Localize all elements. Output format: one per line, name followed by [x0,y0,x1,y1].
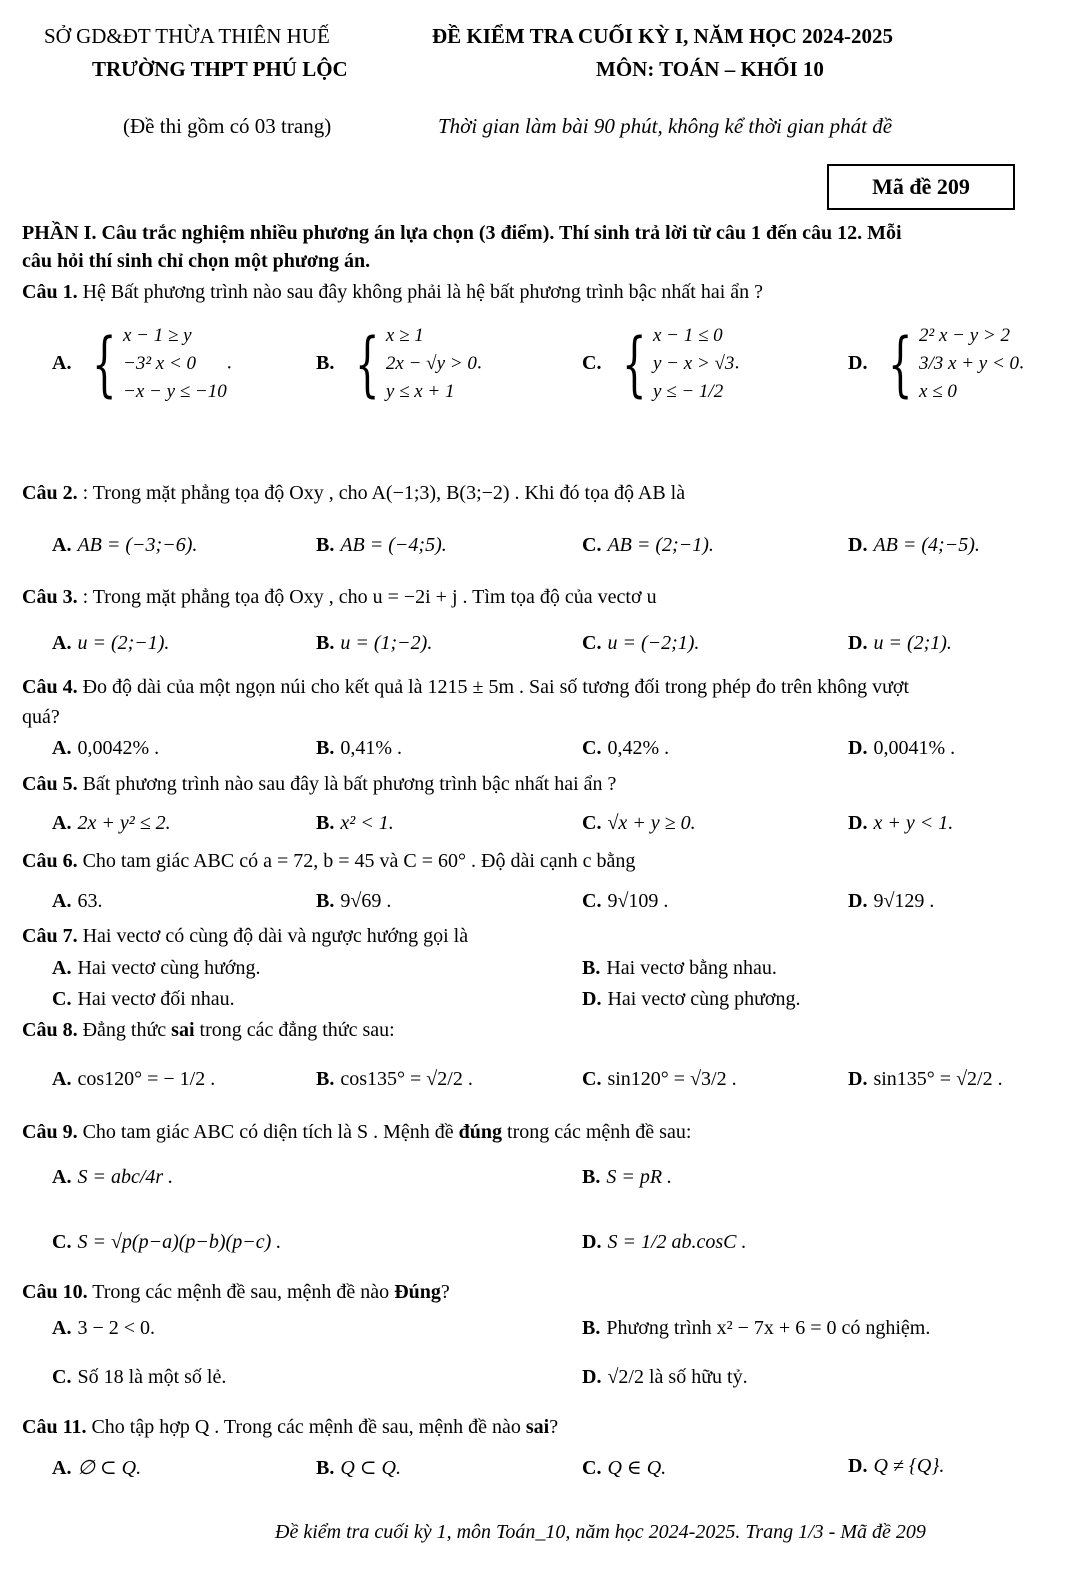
q4-option-c[interactable] [582,737,669,760]
exam-code-box: Mã đề 209 [827,164,1015,210]
system-line: −x − y ≤ −10 [123,381,227,402]
q10-option-a[interactable] [52,1317,155,1340]
option-text: x + y < 1. [873,812,954,834]
system-line: x − 1 ≥ y [123,325,192,346]
option-label: D. [848,737,868,759]
question-label: Câu 3. [22,586,78,608]
option-label: D. [848,1455,868,1477]
option-label: C. [582,1457,602,1479]
option-text: AB = (2;−1). [607,534,714,556]
option-label: B. [582,957,601,979]
option-text: AB = (−3;−6). [77,534,198,556]
option-label: D. [848,890,868,912]
q7-option-c[interactable] [52,988,235,1011]
question-label: Câu 8. [22,1019,78,1041]
option-text: 9√109 . [607,890,669,912]
question-emphasis: sai [171,1019,195,1041]
question-label: Câu 6. [22,850,78,872]
option-label: D. [582,1231,602,1253]
question-text: Cho tập hợp Q . Trong các mệnh đề sau, mệnh đề nào [91,1416,521,1438]
q6-option-a[interactable] [52,890,102,913]
q5-option-a[interactable] [52,812,171,835]
q5-option-c[interactable] [582,812,696,835]
q2-option-b[interactable] [316,534,447,557]
option-text: ∅ ⊂ Q. [77,1457,142,1479]
option-text: S = abc/4r . [77,1166,174,1188]
option-text: Q ≠ {Q}. [873,1455,945,1477]
part1-heading: PHẦN I. Câu trắc nghiệm nhiều phương án lựa chọn (3 điểm). Thí sinh trả lời từ câu 1 đến câu 12. Mỗi [22,222,902,244]
question-text: : Trong mặt phẳng tọa độ Oxy , cho u = −2i + j . Tìm tọa độ của vectơ u [82,586,657,608]
option-label: C. [582,737,602,759]
option-label: C. [582,534,602,556]
option-label: D. [848,351,868,374]
question-text: Hệ Bất phương trình nào sau đây không phải là hệ bất phương trình bậc nhất hai ẩn ? [82,281,764,303]
option-label: D. [582,1366,602,1388]
question-label: Câu 5. [22,773,78,795]
question-text: trong các đẳng thức sau: [199,1019,395,1041]
q2-option-c[interactable] [582,534,714,557]
pages-note: (Đề thi gồm có 03 trang) [123,114,332,138]
option-label: C. [52,988,72,1010]
option-text: S = 1/2 ab.cosC . [607,1231,747,1253]
q1-option-b[interactable]: B. { x ≥ 1 2x − √y > 0 y ≤ x + 1 . [316,323,482,405]
option-label: B. [582,1317,601,1339]
question-11 [22,1416,558,1439]
option-text: u = (−2;1). [607,632,700,654]
time-note: Thời gian làm bài 90 phút, không kể thời gian phát đề [438,114,893,138]
question-label: Câu 10. [22,1281,88,1303]
q8-option-a[interactable] [52,1068,215,1091]
question-emphasis: đúng [458,1121,503,1143]
q10-option-d[interactable] [582,1366,748,1389]
option-label: A. [52,1317,72,1339]
question-text: Cho tam giác ABC có a = 72, b = 45 và C = 60° . Độ dài cạnh c bằng [82,850,636,872]
option-text: 0,0041% . [873,737,956,759]
option-text: Q ∈ Q. [607,1457,667,1479]
option-text: cos120° = − 1/2 . [77,1068,216,1090]
question-text: Trong các mệnh đề sau, mệnh đề nào [92,1281,390,1303]
q2-option-a[interactable] [52,534,197,557]
option-label: B. [316,632,335,654]
question-text: ? [549,1416,559,1438]
option-label: B. [316,351,335,374]
system-line: y ≤ − 1/2 [653,381,724,402]
option-label: A. [52,1166,72,1188]
option-label: A. [52,812,72,834]
option-label: A. [52,351,72,374]
q4-option-a[interactable] [52,737,159,760]
option-label: C. [582,812,602,834]
option-label: D. [582,988,602,1010]
q7-option-d[interactable] [582,988,801,1011]
option-label: C. [582,1068,602,1090]
question-label: Câu 9. [22,1121,78,1143]
q6-option-c[interactable] [582,890,668,913]
option-label: D. [848,1068,868,1090]
option-text: 0,0042% . [77,737,160,759]
option-text: √x + y ≥ 0. [607,812,696,834]
option-label: C. [582,632,602,654]
option-text: cos135° = √2/2 . [340,1068,473,1090]
q7-option-b[interactable] [582,957,777,980]
system-line: x − 1 ≤ 0 [653,325,723,346]
option-text: AB = (−4;5). [340,534,447,556]
question-text: Đẳng thức [82,1019,167,1041]
option-text: AB = (4;−5). [873,534,980,556]
q8-option-c[interactable] [582,1068,737,1091]
option-text: 2x + y² ≤ 2. [77,812,171,834]
option-label: A. [52,957,72,979]
option-text: Q ⊂ Q. [340,1457,401,1479]
page-footer: Đề kiểm tra cuối kỳ 1, môn Toán_10, năm học 2024-2025. Trang 1/3 - Mã đề 209 [275,1521,926,1543]
option-label: B. [316,1068,335,1090]
option-label: B. [316,1457,335,1479]
q7-option-a[interactable] [52,957,261,980]
option-label: A. [52,890,72,912]
option-label: A. [52,632,72,654]
option-text: S = pR . [606,1166,673,1188]
q9-option-a[interactable] [52,1166,173,1189]
option-text: S = √p(p−a)(p−b)(p−c) . [77,1231,282,1253]
question-text: Đo độ dài của một ngọn núi cho kết quả là 1215 ± 5m . Sai số tương đối trong phép đo trên không vượt [82,676,910,698]
q5-option-b[interactable] [316,812,394,835]
school-name: TRƯỜNG THPT PHÚ LỘC [92,57,348,81]
q1-option-c[interactable]: C. { x − 1 ≤ 0 y − x > √3 y ≤ − 1/2 . [582,323,740,405]
option-text: 63. [77,890,103,912]
q11-option-d[interactable] [848,1455,944,1478]
option-text: Hai vectơ bằng nhau. [606,957,777,979]
option-text: Số 18 là một số lẻ. [77,1366,227,1388]
question-label: Câu 4. [22,676,78,698]
option-text: u = (2;−1). [77,632,170,654]
q11-option-b[interactable] [316,1455,401,1480]
q3-option-a[interactable] [52,632,169,655]
option-text: sin120° = √3/2 . [607,1068,737,1090]
option-label: A. [52,1068,72,1090]
question-4 [22,676,909,699]
question-text: trong các mệnh đề sau: [507,1121,692,1143]
option-text: Phương trình x² − 7x + 6 = 0 có nghiệm. [606,1317,931,1339]
option-text: Hai vectơ đối nhau. [77,988,235,1010]
system-line: y − x > √3 [653,353,735,374]
question-label: Câu 2. [22,482,78,504]
q4-option-b[interactable] [316,737,402,760]
question-8 [22,1019,395,1042]
option-text: 0,42% . [607,737,670,759]
q10-option-c[interactable] [52,1366,226,1389]
question-3 [22,586,657,609]
exam-title: ĐỀ KIỂM TRA CUỐI KỲ I, NĂM HỌC 2024-2025 [432,24,894,48]
option-text: u = (1;−2). [340,632,433,654]
question-10 [22,1281,450,1304]
q3-option-b[interactable] [316,632,432,655]
option-text: sin135° = √2/2 . [873,1068,1003,1090]
option-label: B. [316,812,335,834]
q10-option-b[interactable] [582,1317,930,1340]
q8-option-b[interactable] [316,1068,473,1091]
system-line: y ≤ x + 1 [385,381,455,402]
question-5 [22,773,616,796]
question-4-cont: quá? [22,706,60,728]
q2-option-d[interactable] [848,534,980,557]
option-label: C. [582,890,602,912]
q1-option-a[interactable]: A. { x − 1 ≥ y −3² x < 0 −x − y ≤ −10 . [52,323,232,405]
option-text: 0,41% . [340,737,403,759]
q8-option-d[interactable] [848,1068,1003,1091]
question-text: Bất phương trình nào sau đây là bất phương trình bậc nhất hai ẩn ? [82,773,617,795]
q9-option-b[interactable] [582,1166,672,1189]
option-label: A. [52,737,72,759]
q3-option-c[interactable] [582,632,699,655]
question-text: Cho tam giác ABC có diện tích là S . Mệnh đề [82,1121,454,1143]
q4-option-d[interactable] [848,737,955,760]
question-text: Hai vectơ có cùng độ dài và ngược hướng gọi là [82,925,469,947]
option-label: C. [582,351,602,374]
option-label: A. [52,1457,72,1479]
option-text: Hai vectơ cùng phương. [607,988,801,1010]
part1-heading-cont: câu hỏi thí sinh chỉ chọn một phương án. [22,250,371,272]
option-text: √2/2 là số hữu tỷ. [607,1366,748,1388]
q3-option-d[interactable] [848,632,952,655]
system-line: x ≤ 0 [919,381,957,402]
question-6 [22,850,635,873]
option-text: x² < 1. [340,812,394,834]
question-9 [22,1121,691,1144]
option-text: 9√129 . [873,890,935,912]
option-label: B. [316,737,335,759]
option-label: D. [848,632,868,654]
option-label: A. [52,534,72,556]
option-label: B. [316,890,335,912]
q6-option-b[interactable] [316,890,391,913]
question-7 [22,925,468,948]
question-2 [22,482,685,505]
q11-option-c[interactable] [582,1455,666,1480]
option-label: D. [848,534,868,556]
department-name: SỞ GD&ĐT THỪA THIÊN HUẾ [44,24,330,48]
system-line: x ≥ 1 [385,325,424,346]
q6-option-d[interactable] [848,890,934,913]
question-1 [22,281,763,304]
q9-option-c[interactable] [52,1231,281,1254]
question-emphasis: sai [525,1416,550,1438]
system-line: 2² x − y > 2 [919,325,1010,346]
question-label: Câu 1. [22,281,78,303]
system-line: −3² x < 0 [123,353,197,374]
option-text: 3 − 2 < 0. [77,1317,156,1339]
question-label: Câu 7. [22,925,78,947]
question-text: : Trong mặt phẳng tọa độ Oxy , cho A(−1;3), B(3;−2) . Khi đó tọa độ AB là [82,482,686,504]
option-text: u = (2;1). [873,632,952,654]
system-line: 3/3 x + y < 0 [919,353,1020,374]
question-emphasis: Đúng [394,1281,441,1303]
system-line: 2x − √y > 0 [385,353,477,374]
q1-option-d[interactable]: D. { 2² x − y > 2 3/3 x + y < 0 x ≤ 0 . [848,323,1025,405]
option-text: Hai vectơ cùng hướng. [77,957,261,979]
question-text: ? [440,1281,450,1303]
q5-option-d[interactable] [848,812,953,835]
option-label: C. [52,1231,72,1253]
option-label: C. [52,1366,72,1388]
option-text: 9√69 . [340,890,392,912]
question-label: Câu 11. [22,1416,87,1438]
q11-option-a[interactable] [52,1455,141,1480]
subject-line: MÔN: TOÁN – KHỐI 10 [596,57,824,81]
option-label: B. [582,1166,601,1188]
option-label: B. [316,534,335,556]
option-label: D. [848,812,868,834]
q9-option-d[interactable] [582,1231,747,1254]
